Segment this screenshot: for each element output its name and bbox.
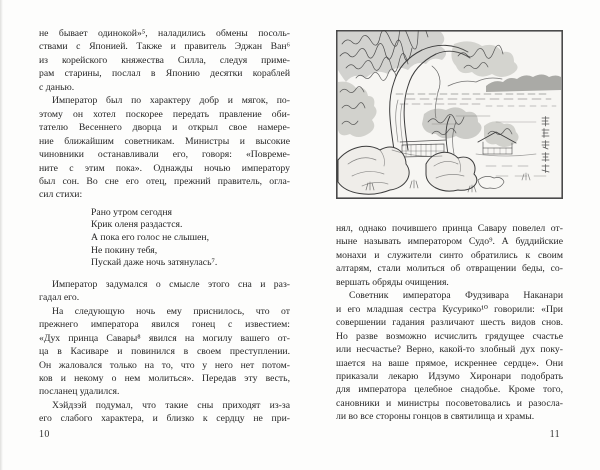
text-line: гадал его. (39, 292, 80, 304)
text-line: не бывает одинокой»⁵, наладились обмены посоль- (39, 28, 290, 39)
text-line: с данью. (39, 81, 75, 93)
text-line: и его младшая сестра Кусурико¹⁰ говорили: «При (336, 303, 563, 315)
text-line: сановники и министры посоветовались и разосла- (336, 397, 563, 409)
text-line: ца в Касиваре и повинился в своем преступлении. (39, 346, 290, 358)
text-line: нял, однако почившего принца Савару повелел от- (336, 223, 563, 234)
text-line: был сон. Во сне его отец, прежний правитель, огла- (39, 175, 290, 187)
text-line: сил стихи: (39, 189, 83, 201)
text-line: совершении гадания различают шесть видов снов. (336, 317, 563, 329)
page-number: 10 (39, 429, 50, 440)
text-line: посланец удалился. (39, 386, 120, 398)
paragraph (39, 399, 290, 426)
text-line: из корейского княжества Силла, следуя приме- (39, 54, 290, 66)
text-line: его слабого характера, и близко к сердцу не при- (39, 413, 290, 425)
text-line: для императора целебное снадобье. Кроме того, (336, 384, 563, 396)
paragraph (39, 94, 290, 202)
text-line: ние ближайшим советникам. Министры и высокие (39, 135, 290, 147)
text-line: алтарям, стали молиться об отвращении беды, со- (336, 263, 563, 275)
paragraph (336, 289, 563, 424)
woodblock-illustration (336, 30, 563, 199)
left-page-text (39, 27, 290, 426)
paragraph (39, 27, 290, 94)
text-line: монахи и служители синто обратились к своим (336, 249, 563, 261)
text-line: ков и некому о нем молиться». Передав эту весть, (39, 373, 290, 385)
text-line: вершать обряды очищения. (336, 276, 449, 288)
text-line: ли во все стороны гонцов в святилища и храмы. (336, 411, 535, 423)
text-line: рам старины, послал в Японию десятки кораблей (39, 68, 290, 80)
text-line: приказали лекарю Идзумо Хиронари подобрать (336, 370, 563, 382)
scan-edge-shadow (0, 0, 3, 470)
text-line: Хэйдзэй подумал, что такие сны приходят из-за (52, 399, 290, 411)
right-page-text (336, 222, 563, 424)
paragraph (39, 305, 290, 399)
page-number: 11 (549, 429, 560, 440)
verse-block (91, 207, 290, 270)
text-line: Но разве возможно исчислить грядущее счастье (336, 330, 563, 342)
text-line: ствами с Японией. Также и правитель Эджан Ван⁶ (39, 41, 290, 53)
text-line: «Дух принца Савары⁸ явился на могилу вашего от- (39, 332, 290, 344)
text-line: На следующую ночь ему приснилось, что от (52, 305, 290, 317)
text-line: ныне называть императором Судо⁹. А буддийские (336, 236, 563, 248)
text-line: Рано утром сегодня (91, 206, 172, 218)
paragraph (39, 278, 290, 305)
text-line: тателю Весеннего дворца и открыл свое намере- (39, 122, 290, 134)
text-line: Император задумался о смысле этого сна и раз- (52, 278, 290, 290)
text-line: или несчастье? Верно, какой-то злобный дух поку- (336, 344, 563, 356)
text-line: Император был по характеру добр и мягок, по- (52, 95, 290, 107)
text-line: ните с этим пока». Однажды ночью императору (39, 162, 290, 174)
text-line: Крик оленя раздастся. (91, 219, 183, 231)
text-line: Он жаловался только на то, что у него нет потом- (39, 359, 290, 371)
text-line: чиновники останавливали его, говоря: «Повреме- (39, 149, 290, 161)
text-line: этому он хотел поскорее передать правление оби- (39, 108, 290, 120)
text-line: прежнего императора явился гонец с известием: (39, 319, 290, 331)
text-line: А пока его голос не слышен, (91, 232, 210, 244)
text-line: Не покину тебя, (91, 244, 158, 256)
paragraph (336, 222, 563, 289)
text-line: шается на ваше прямое, искреннее сердце». Они (336, 357, 563, 369)
text-line: Советник императора Фудзивара Наканари (349, 290, 563, 302)
text-line: Пускай даже ночь затянулась⁷. (91, 257, 218, 269)
